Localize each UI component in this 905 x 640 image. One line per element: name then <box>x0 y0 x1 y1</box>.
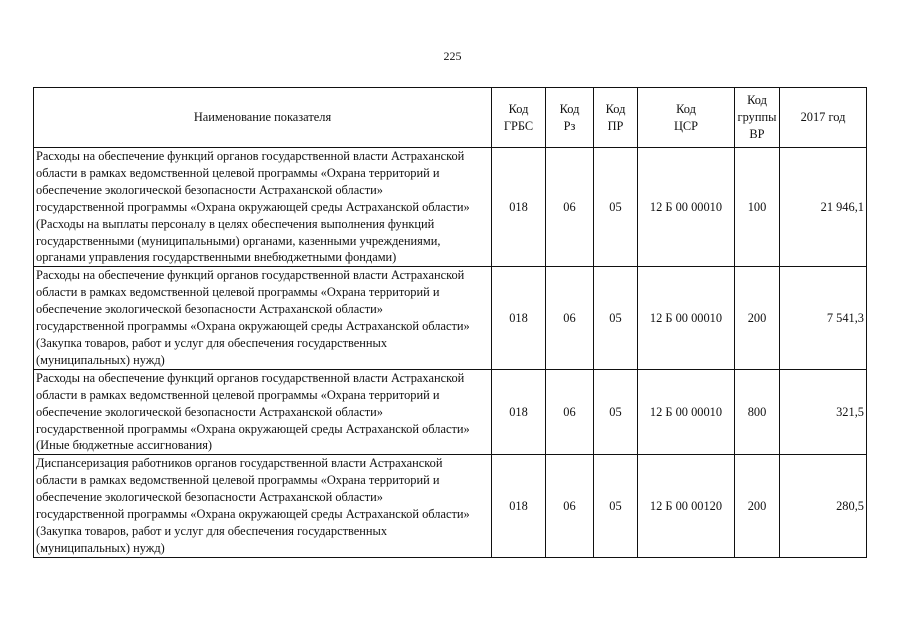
row-name-line: (муниципальных) нужд) <box>36 352 165 367</box>
row-amount-cell: 21 946,1 <box>780 148 867 267</box>
row-name-line: государственной программы «Охрана окружающей среды Астраханской области» <box>36 319 470 334</box>
row-name-line: (Закупка товаров, работ и услуг для обеспечения государственных <box>36 523 388 538</box>
row-name-line: обеспечение экологической безопасности Астраханской области» <box>36 302 383 317</box>
row-vr-cell: 200 <box>735 267 780 369</box>
table-row <box>34 267 867 369</box>
header-vr-line: ВР <box>749 127 765 141</box>
table-row <box>34 369 867 455</box>
row-csr-cell: 12 Б 00 00010 <box>638 148 735 267</box>
row-grbs-cell: 018 <box>492 148 546 267</box>
row-name-line: обеспечение экологической безопасности Астраханской области» <box>36 182 383 197</box>
row-pr-cell: 05 <box>594 148 638 267</box>
row-rz-cell: 06 <box>546 148 594 267</box>
header-rz <box>546 88 594 148</box>
row-pr-cell: 05 <box>594 267 638 369</box>
row-grbs-cell: 018 <box>492 455 546 557</box>
row-name-line: государственной программы «Охрана окружающей среды Астраханской области» <box>36 421 470 436</box>
row-name-line: органами управления государственными внебюджетными фондами) <box>36 250 397 265</box>
row-pr-cell: 05 <box>594 369 638 455</box>
header-vr <box>735 88 780 148</box>
row-csr-cell: 12 Б 00 00120 <box>638 455 735 557</box>
row-name-line: государственными (муниципальными) органами, казенными учреждениями, <box>36 233 441 248</box>
header-grbs <box>492 88 546 148</box>
table-row <box>34 148 867 267</box>
header-csr <box>638 88 735 148</box>
row-name-line: государственной программы «Охрана окружающей среды Астраханской области» <box>36 507 470 522</box>
row-name-line: (Расходы на выплаты персоналу в целях обеспечения выполнения функций <box>36 216 435 231</box>
header-vr-line: группы <box>737 110 777 124</box>
row-name-cell <box>34 455 492 557</box>
row-csr-cell: 12 Б 00 00010 <box>638 369 735 455</box>
header-csr-line: ЦСР <box>673 118 699 133</box>
row-name-line: Диспансеризация работников органов государственной власти Астраханской <box>36 456 443 471</box>
row-csr-cell: 12 Б 00 00010 <box>638 267 735 369</box>
row-grbs-cell: 018 <box>492 369 546 455</box>
row-vr-cell: 200 <box>735 455 780 557</box>
row-amount-cell: 321,5 <box>780 369 867 455</box>
header-rz-line: Код <box>559 101 580 116</box>
row-vr-cell: 800 <box>735 369 780 455</box>
table-header-row <box>34 88 867 148</box>
header-pr <box>594 88 638 148</box>
row-name-line: (Закупка товаров, работ и услуг для обеспечения государственных <box>36 335 388 350</box>
header-pr-line: Код <box>605 101 626 116</box>
row-name-cell <box>34 369 492 455</box>
row-rz-cell: 06 <box>546 369 594 455</box>
row-amount-cell: 280,5 <box>780 455 867 557</box>
row-grbs-cell: 018 <box>492 267 546 369</box>
row-name-line: области в рамках ведомственной целевой программы «Охрана территорий и <box>36 285 440 300</box>
row-vr-cell: 100 <box>735 148 780 267</box>
row-rz-cell: 06 <box>546 455 594 557</box>
row-name-line: области в рамках ведомственной целевой программы «Охрана территорий и <box>36 473 440 488</box>
table-row <box>34 455 867 557</box>
row-pr-cell: 05 <box>594 455 638 557</box>
row-rz-cell: 06 <box>546 267 594 369</box>
header-grbs-line: ГРБС <box>503 118 534 133</box>
header-vr-line: Код <box>747 93 767 107</box>
row-name-line: Расходы на обеспечение функций органов государственной власти Астраханской <box>36 370 465 385</box>
row-name-line: области в рамках ведомственной целевой программы «Охрана территорий и <box>36 165 440 180</box>
row-name-line: области в рамках ведомственной целевой программы «Охрана территорий и <box>36 387 440 402</box>
header-rz-line: Рз <box>563 118 576 133</box>
row-amount-cell: 7 541,3 <box>780 267 867 369</box>
row-name-cell <box>34 148 492 267</box>
row-name-line: обеспечение экологической безопасности Астраханской области» <box>36 404 383 419</box>
row-name-line: (Иные бюджетные ассигнования) <box>36 438 213 453</box>
page-number: 225 <box>443 49 462 63</box>
header-name: Наименование показателя <box>34 88 492 148</box>
row-name-line: государственной программы «Охрана окружающей среды Астраханской области» <box>36 199 470 214</box>
budget-table <box>33 87 867 558</box>
row-name-line: (муниципальных) нужд) <box>36 540 165 555</box>
header-year: 2017 год <box>780 88 867 148</box>
row-name-line: Расходы на обеспечение функций органов государственной власти Астраханской <box>36 149 465 163</box>
header-grbs-line: Код <box>508 101 529 116</box>
header-csr-line: Код <box>676 101 696 116</box>
header-pr-line: ПР <box>607 118 624 133</box>
row-name-cell <box>34 267 492 369</box>
row-name-line: Расходы на обеспечение функций органов государственной власти Астраханской <box>36 268 465 283</box>
row-name-line: обеспечение экологической безопасности Астраханской области» <box>36 490 383 505</box>
